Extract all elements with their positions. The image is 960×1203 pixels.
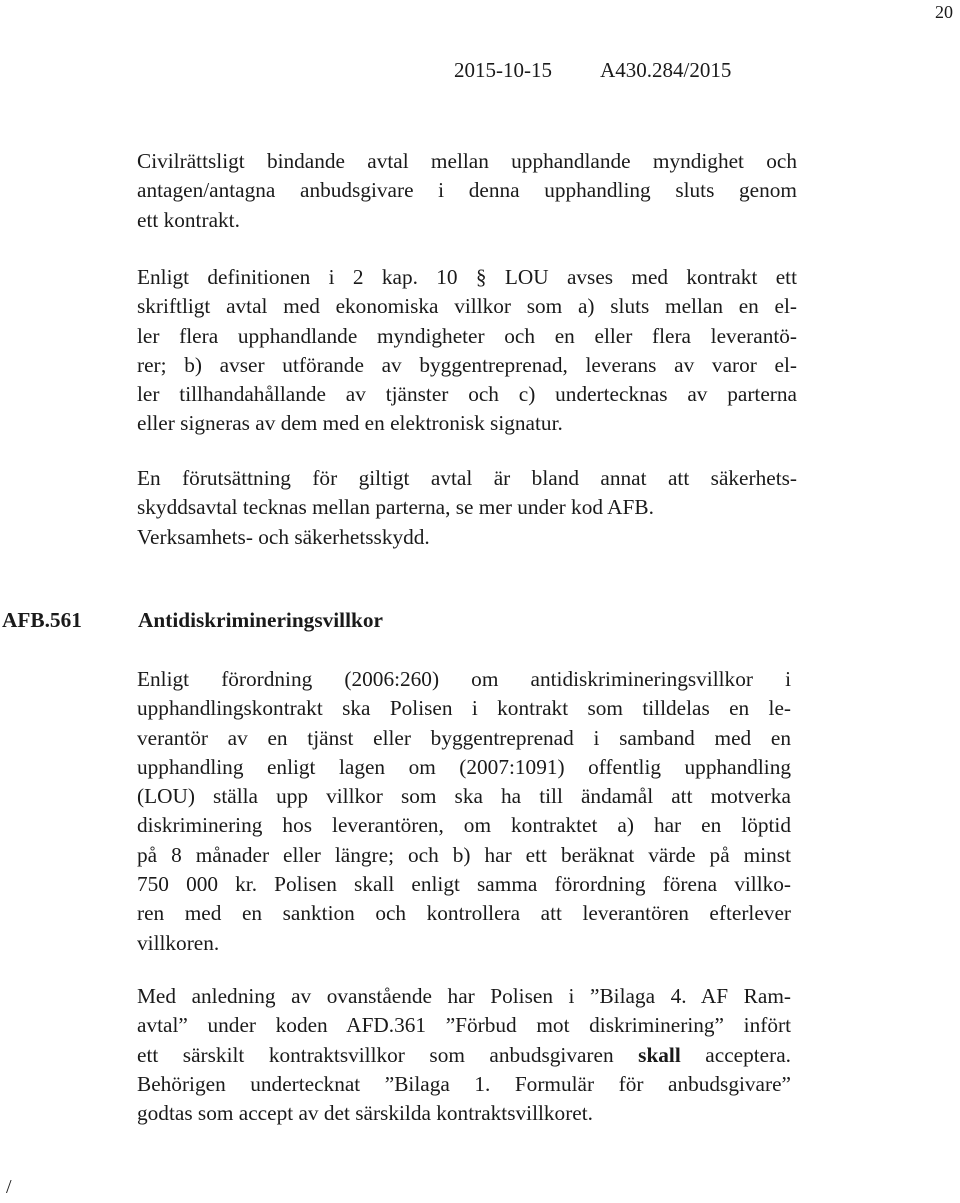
text-line: upphandling enligt lagen om (2007:1091) offentlig upphandling <box>137 754 791 779</box>
text-fragment: acceptera. <box>680 1042 791 1067</box>
section-code: AFB.561 <box>2 608 82 632</box>
text-line: verantör av en tjänst eller byggentreprenad i samband med en <box>137 725 791 750</box>
text-line: skriftligt avtal med ekonomiska villkor som a) sluts mellan en el- <box>137 294 797 319</box>
text-line: (LOU) ställa upp villkor som ska ha till ändamål att motverka <box>137 784 791 809</box>
paragraph-security-agreement <box>137 464 797 552</box>
text-line: ler flera upphandlande myndigheter och en eller flera leverantö- <box>137 323 797 348</box>
text-line: 750 000 kr. Polisen skall enligt samma förordning förena villko- <box>137 872 791 897</box>
text-line: antagen/antagna anbudsgivare i denna upphandling sluts genom <box>137 178 797 203</box>
paragraph-lou-definition <box>137 263 797 439</box>
text-line: diskriminering hos leverantören, om kontraktet a) har en löptid <box>137 813 791 838</box>
header-date: 2015-10-15 <box>454 58 552 82</box>
text-line: Enligt definitionen i 2 kap. 10 § LOU avses med kontrakt ett <box>137 265 797 289</box>
section-title: Antidiskrimineringsvillkor <box>138 608 383 632</box>
text-line: Civilrättsligt bindande avtal mellan upphandlande myndighet och <box>137 149 797 173</box>
text-line: Enligt förordning (2006:260) om antidiskrimineringsvillkor i <box>137 667 791 691</box>
header-reference: A430.284/2015 <box>600 58 732 82</box>
text-line: godtas som accept av det särskilda kontraktsvillkoret. <box>137 1101 593 1126</box>
text-line: rer; b) avser utförande av byggentreprenad, leverans av varor el- <box>137 352 797 377</box>
text-line: eller signeras av dem med en elektronisk signatur. <box>137 411 563 436</box>
emphasis-skall: skall <box>638 1042 681 1067</box>
text-line: upphandlingskontrakt ska Polisen i kontrakt som tilldelas en le- <box>137 696 791 721</box>
paragraph-antidiscrimination-regulation <box>137 665 791 958</box>
text-line: skyddsavtal tecknas mellan parterna, se mer under kod AFB. <box>137 495 654 520</box>
text-fragment: ett särskilt kontraktsvillkor som anbudsgivaren <box>137 1042 639 1067</box>
footer-mark: / <box>6 1176 12 1198</box>
text-line: Verksamhets- och säkerhetsskydd. <box>137 524 430 549</box>
text-line: En förutsättning för giltigt avtal är bland annat att säkerhets- <box>137 466 797 490</box>
paragraph-contract-binding <box>137 147 797 235</box>
text-line: ler tillhandahållande av tjänster och c) undertecknas av parterna <box>137 382 797 407</box>
text-line: Behörigen undertecknat ”Bilaga 1. Formulär för anbudsgivare” <box>137 1071 791 1096</box>
document-header <box>454 58 731 83</box>
text-line: ett kontrakt. <box>137 207 240 232</box>
text-line: villkoren. <box>137 930 220 955</box>
text-line: på 8 månader eller längre; och b) har ett beräknat värde på minst <box>137 842 791 867</box>
text-line: ren med en sanktion och kontrollera att leverantören efterlever <box>137 901 791 926</box>
paragraph-contract-condition <box>137 982 791 1128</box>
text-line-with-emphasis <box>137 1041 791 1070</box>
text-line: avtal” under koden AFD.361 ”Förbud mot diskriminering” infört <box>137 1013 791 1038</box>
text-line: Med anledning av ovanstående har Polisen i ”Bilaga 4. AF Ram- <box>137 984 791 1008</box>
page-number: 20 <box>935 2 953 22</box>
